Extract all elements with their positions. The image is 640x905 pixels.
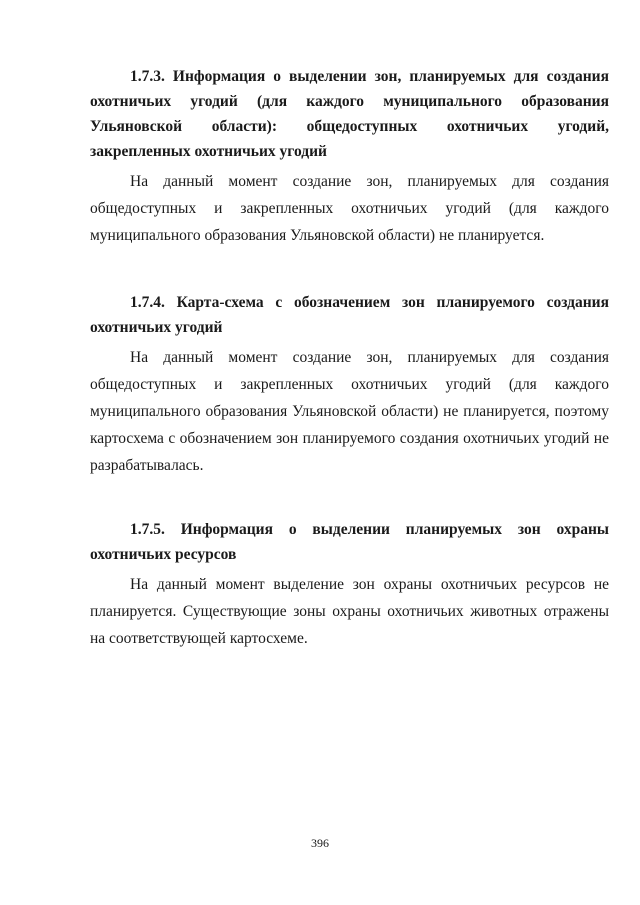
section-paragraph: На данный момент создание зон, планируемых для создания общедоступных и закрепленных охотничьих угодий (для каждого муниципального образования Ульяновской области) не планируется. xyxy=(90,173,609,244)
section-1-7-5 xyxy=(90,517,609,652)
section-1-7-4 xyxy=(90,290,609,479)
section-paragraph: На данный момент создание зон, планируемых для создания общедоступных и закрепленных охотничьих угодий (для каждого муниципального образования Ульяновской области) не планируется, поэтому картосхема с обозначением зон планируемого создания охотничьих угодий не разрабатывалась. xyxy=(90,349,609,474)
section-paragraph: На данный момент выделение зон охраны охотничьих ресурсов не планируется. Существующие зоны охраны охотничьих животных отражены на соответствующей картосхеме. xyxy=(90,576,609,647)
page-number: 396 xyxy=(311,836,329,850)
section-1-7-3 xyxy=(90,64,609,249)
section-heading: 1.7.5. Информация о выделении планируемых зон охраны охотничьих ресурсов xyxy=(90,521,609,563)
section-heading: 1.7.4. Карта-схема с обозначением зон планируемого создания охотничьих угодий xyxy=(90,294,609,336)
section-heading: 1.7.3. Информация о выделении зон, планируемых для создания охотничьих угодий (для каждого муниципального образования Ульяновской области): общедоступных охотничьих угодий, закрепленных охотничьих угодий xyxy=(90,68,609,160)
